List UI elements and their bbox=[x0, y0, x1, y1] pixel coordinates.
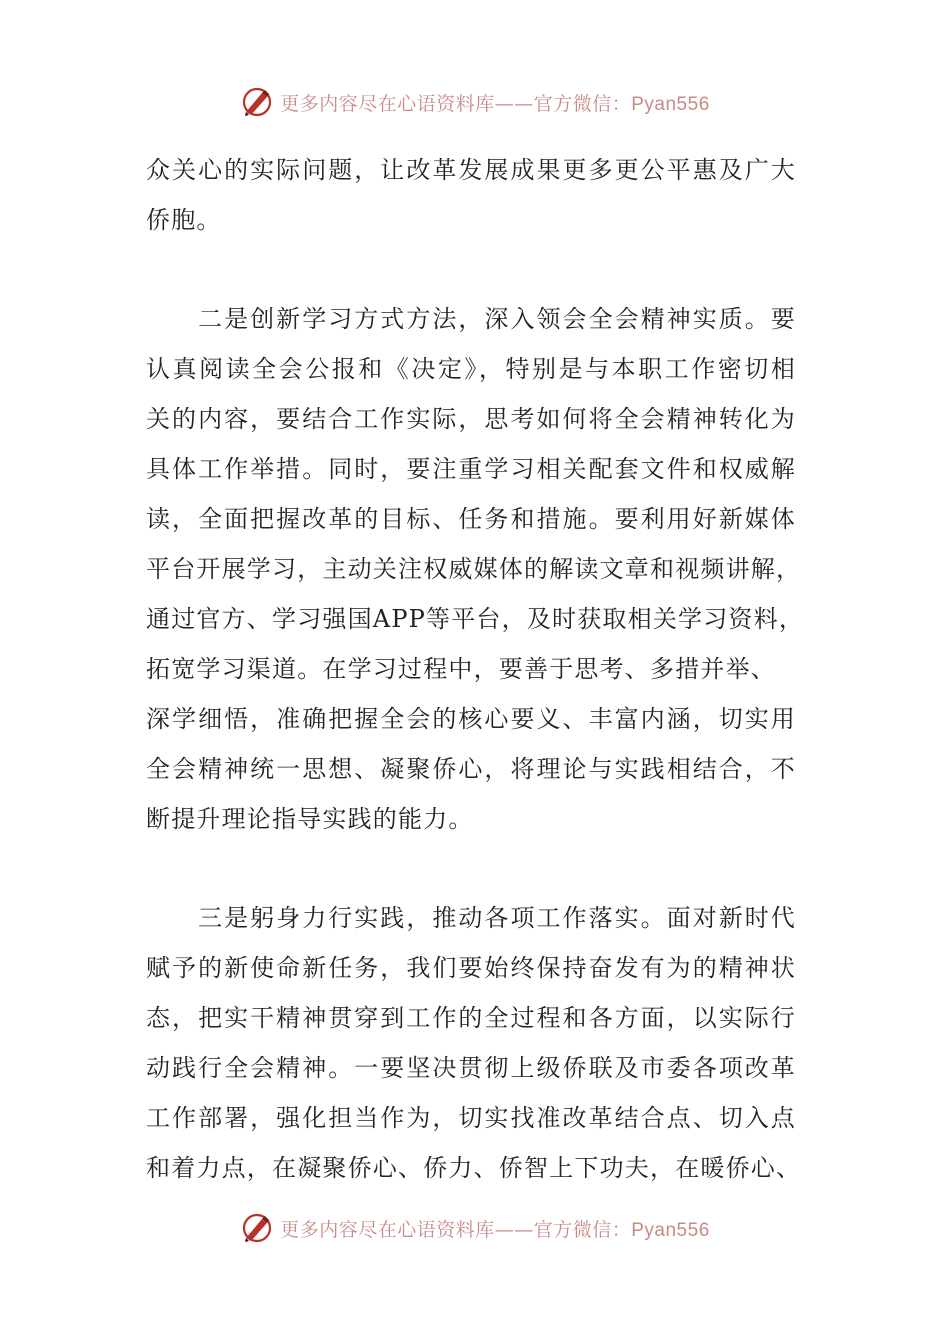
paragraph-gap bbox=[146, 245, 796, 294]
paragraph-3 bbox=[146, 893, 802, 1193]
header-banner-text bbox=[280, 89, 710, 116]
header-banner bbox=[0, 80, 950, 124]
text-line: 认真阅读全会公报和《决定》，特别是与本职工作密切相 bbox=[146, 355, 796, 383]
text-line: 断提升理论指导实践的能力。 bbox=[146, 805, 474, 833]
text-line: 三是躬身力行实践，推动各项工作落实。面对新时代 bbox=[146, 904, 796, 932]
text-line: 态，把实干精神贯穿到工作的全过程和各方面，以实际行 bbox=[146, 1004, 796, 1032]
footer-wechat-id: Pyan556 bbox=[631, 1219, 710, 1241]
text-line: 具体工作举措。同时，要注重学习相关配套文件和权威解 bbox=[146, 455, 796, 483]
text-line: 工作部署，强化担当作为，切实找准改革结合点、切入点 bbox=[146, 1104, 796, 1132]
footer-dash: —— bbox=[494, 1218, 534, 1241]
pen-logo-icon bbox=[240, 1211, 274, 1245]
pen-logo-icon bbox=[240, 85, 274, 119]
text-line: 读，全面把握改革的目标、任务和措施。要利用好新媒体 bbox=[146, 505, 796, 533]
text-line: 全会精神统一思想、凝聚侨心，将理论与实践相结合，不 bbox=[146, 755, 796, 783]
header-wechat-label: 官方微信： bbox=[533, 92, 632, 115]
paragraph-2 bbox=[146, 294, 805, 844]
text-line: 通过官方、学习强国APP等平台，及时获取相关学习资料， bbox=[146, 605, 805, 633]
text-line: 拓宽学习渠道。在学习过程中，要善于思考、多措并举、 bbox=[146, 655, 776, 683]
text-line: 赋予的新使命新任务，我们要始终保持奋发有为的精神状 bbox=[146, 954, 796, 982]
header-wechat-id: Pyan556 bbox=[631, 93, 710, 115]
footer-brand-text: 更多内容尽在心语资料库 bbox=[280, 1218, 495, 1241]
text-line: 二是创新学习方式方法，深入领会全会精神实质。要 bbox=[146, 305, 796, 333]
text-line: 平台开展学习，主动关注权威媒体的解读文章和视频讲解， bbox=[146, 555, 802, 583]
paragraph-1 bbox=[146, 145, 796, 245]
text-line: 众关心的实际问题，让改革发展成果更多更公平惠及广大 bbox=[146, 156, 796, 184]
text-line: 侨胞。 bbox=[146, 206, 222, 234]
header-dash: —— bbox=[494, 92, 534, 115]
document-body bbox=[146, 145, 805, 1193]
footer-wechat-label: 官方微信： bbox=[533, 1218, 632, 1241]
text-line: 深学细悟，准确把握全会的核心要义、丰富内涵，切实用 bbox=[146, 705, 796, 733]
footer-banner-text bbox=[280, 1215, 710, 1242]
text-line: 动践行全会精神。一要坚决贯彻上级侨联及市委各项改革 bbox=[146, 1054, 796, 1082]
paragraph-gap bbox=[146, 844, 796, 893]
header-brand-text: 更多内容尽在心语资料库 bbox=[280, 92, 495, 115]
footer-banner bbox=[0, 1206, 950, 1250]
text-line: 关的内容，要结合工作实际，思考如何将全会精神转化为 bbox=[146, 405, 796, 433]
text-line: 和着力点，在凝聚侨心、侨力、侨智上下功夫，在暖侨心、 bbox=[146, 1154, 802, 1182]
